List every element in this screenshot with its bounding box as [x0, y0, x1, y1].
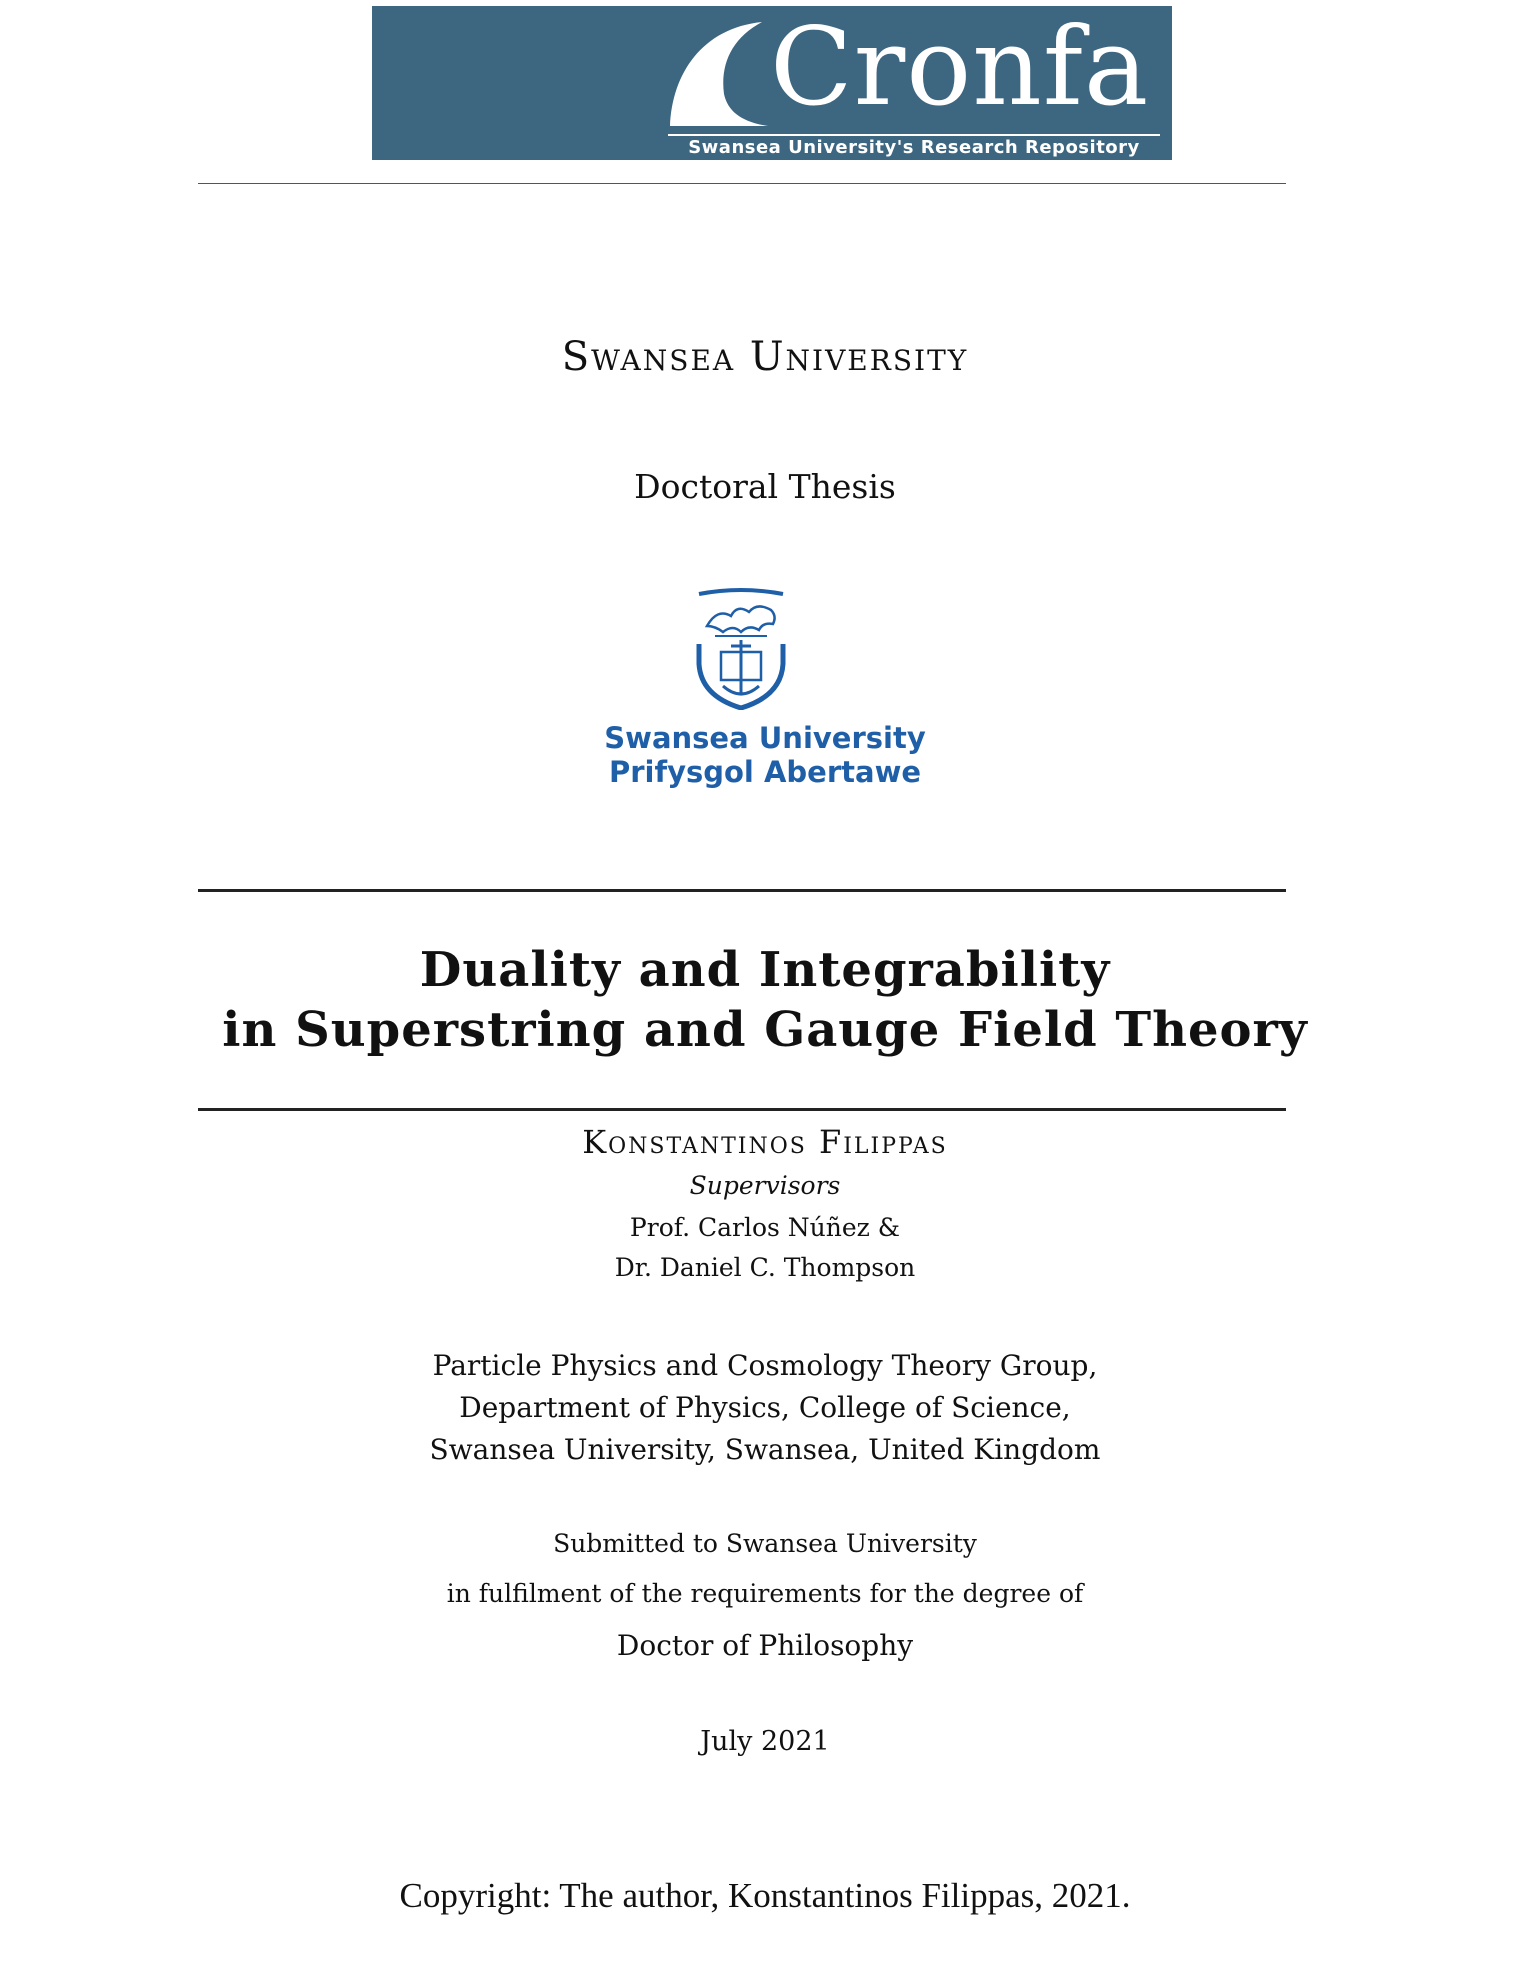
supervisors-label: Supervisors	[689, 1171, 841, 1200]
supervisor-2: Dr. Daniel C. Thompson	[614, 1253, 916, 1282]
title-bottom-rule	[198, 1108, 1286, 1111]
thesis-title-line-1: Duality and Integrability	[419, 942, 1111, 998]
banner-tagline: Swansea University's Research Repository	[668, 134, 1160, 160]
swansea-university-crest-icon	[693, 586, 789, 710]
supervisor-1: Prof. Carlos Núñez &	[629, 1213, 901, 1242]
logo-text-english: Swansea University	[604, 721, 926, 755]
submission-statement-1: Submitted to Swansea University	[553, 1529, 977, 1558]
logo-text-welsh: Prifysgol Abertawe	[608, 755, 922, 789]
title-top-rule	[198, 889, 1286, 892]
wave-logo-icon	[662, 14, 772, 129]
banner-title: Cronfa	[770, 6, 1150, 130]
cronfa-banner	[372, 6, 1172, 160]
affiliation-line-3: Swansea University, Swansea, United Kingdom	[429, 1433, 1101, 1466]
submission-statement-2: in fulfilment of the requirements for the degree of	[446, 1579, 1084, 1608]
degree-name: Doctor of Philosophy	[616, 1629, 914, 1662]
submission-date: July 2021	[700, 1726, 830, 1757]
author-name: Konstantinos Filippas	[582, 1123, 948, 1161]
thesis-title-line-2: in Superstring and Gauge Field Theory	[222, 1002, 1308, 1058]
copyright-notice: Copyright: The author, Konstantinos Filippas, 2021.	[399, 1876, 1131, 1915]
thesis-type: Doctoral Thesis	[634, 467, 896, 506]
affiliation-line-2: Department of Physics, College of Science,	[459, 1391, 1071, 1424]
affiliation-line-1: Particle Physics and Cosmology Theory Group,	[432, 1349, 1098, 1382]
university-name: Swansea University	[561, 334, 969, 380]
header-divider	[198, 183, 1286, 184]
